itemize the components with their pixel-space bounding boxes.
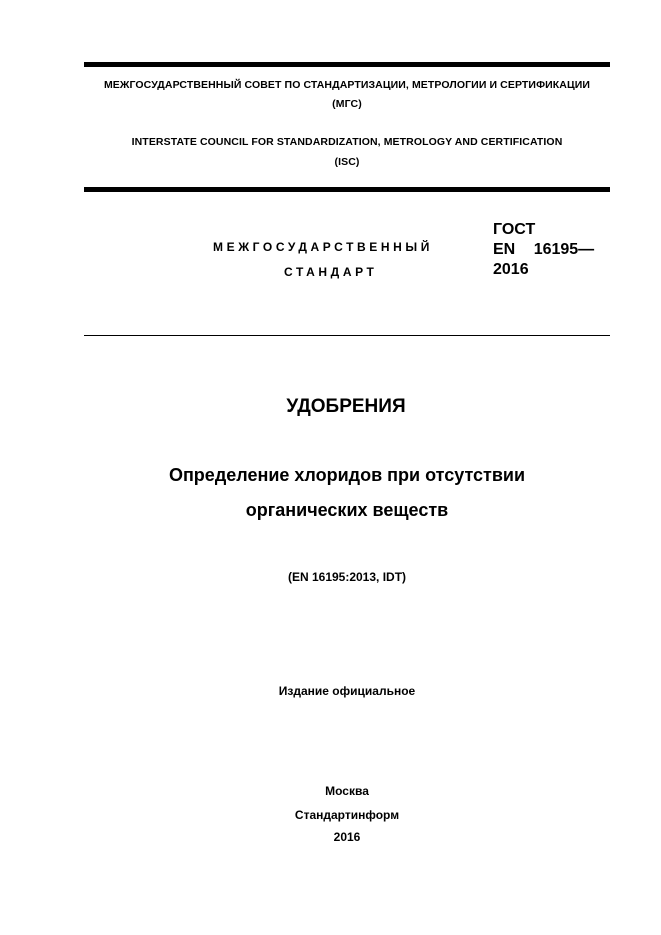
gost-designation-line3: 2016 [493,261,529,278]
council-ru-name: МЕЖГОСУДАРСТВЕННЫЙ СОВЕТ ПО СТАНДАРТИЗАЦИИ, МЕТРОЛОГИИ И СЕРТИФИКАЦИИ [103,79,591,91]
en-reference: (EN 16195:2013, IDT) [287,570,407,584]
standard-label-line2: СТАНДАРТ [284,265,378,279]
middle-thick-rule [84,187,610,192]
subtitle-line2: органических веществ [245,500,449,520]
subtitle-line1: Определение хлоридов при отсутствии [168,465,526,485]
top-thick-rule [84,62,610,67]
publisher-name: Стандартинформ [294,808,400,822]
gost-designation-line2 [493,241,594,259]
council-ru-abbr: (МГС) [332,98,362,110]
council-en-abbr: (ISC) [334,156,360,168]
edition-note: Издание официальное [278,684,416,698]
standard-label-line1: МЕЖГОСУДАРСТВЕННЫЙ [213,240,433,254]
gost-designation-prefix: EN [493,241,516,258]
council-en-name: INTERSTATE COUNCIL FOR STANDARDIZATION, METROLOGY AND CERTIFICATION [131,136,563,148]
document-title: УДОБРЕНИЯ [286,396,406,417]
gost-designation-line1: ГОСТ [493,221,536,238]
publisher-year: 2016 [333,830,361,844]
gost-designation-number: 16195— [533,241,595,258]
thin-rule [84,335,610,336]
publisher-city: Москва [325,784,369,798]
